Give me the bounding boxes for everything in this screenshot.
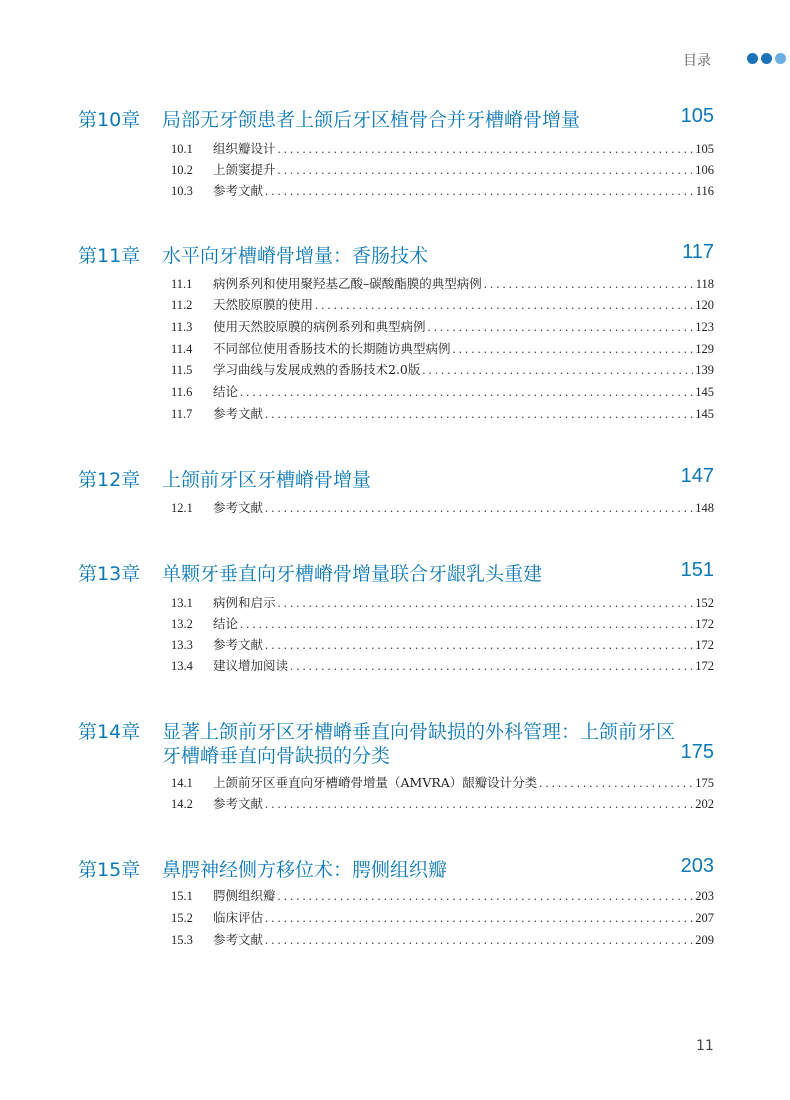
chapter-page: 147 bbox=[680, 465, 714, 487]
section-page: 139 bbox=[695, 363, 714, 377]
section-number: 11.2 bbox=[171, 298, 193, 312]
toc-entry[interactable] bbox=[171, 498, 714, 518]
section-title: 参考文献 bbox=[213, 796, 264, 811]
section-number: 10.2 bbox=[171, 163, 193, 177]
section-number: 13.2 bbox=[171, 617, 193, 631]
toc-entry[interactable] bbox=[171, 360, 714, 380]
dot-leader bbox=[453, 342, 694, 357]
section-page: 172 bbox=[695, 638, 714, 652]
section-number: 13.1 bbox=[171, 596, 193, 610]
toc-entry[interactable] bbox=[171, 614, 714, 634]
section-title: 组织瓣设计 bbox=[213, 141, 276, 156]
dot-leader bbox=[422, 363, 693, 378]
section-number: 10.3 bbox=[171, 184, 193, 198]
dot-leader bbox=[265, 407, 693, 422]
section-page: 123 bbox=[695, 320, 714, 334]
page-number: 11 bbox=[696, 1038, 714, 1054]
chapter-title: 水平向牙槽嵴骨增量：香肠技术 bbox=[162, 245, 429, 267]
section-title: 参考文献 bbox=[213, 406, 264, 421]
section-title: 上颌窦提升 bbox=[213, 162, 276, 177]
chapter-title: 局部无牙颌患者上颌后牙区植骨合并牙槽嵴骨增量 bbox=[162, 109, 581, 131]
toc-entry[interactable] bbox=[171, 160, 714, 180]
section-number: 13.3 bbox=[171, 638, 193, 652]
section-title: 参考文献 bbox=[213, 183, 264, 198]
running-header: 目录 bbox=[683, 53, 711, 69]
section-page: 118 bbox=[695, 277, 714, 291]
toc-entry[interactable] bbox=[171, 593, 714, 613]
section-page: 145 bbox=[695, 385, 714, 399]
toc-entry[interactable] bbox=[171, 295, 714, 315]
dot-icon bbox=[775, 53, 786, 64]
section-number: 11.1 bbox=[171, 277, 193, 291]
section-title: 建议增加阅读 bbox=[213, 658, 289, 673]
chapter-number: 第11章 bbox=[78, 245, 141, 267]
section-page: 145 bbox=[695, 407, 714, 421]
section-number: 15.1 bbox=[171, 889, 193, 903]
toc-entry[interactable] bbox=[171, 773, 714, 793]
section-title: 临床评估 bbox=[213, 910, 264, 925]
section-page: 175 bbox=[695, 776, 714, 790]
dot-leader bbox=[428, 320, 694, 335]
chapter-title: 上颌前牙区牙槽嵴骨增量 bbox=[162, 469, 372, 491]
section-title: 不同部位使用香肠技术的长期随访典型病例 bbox=[213, 341, 451, 356]
section-number: 14.1 bbox=[171, 776, 193, 790]
toc-entry[interactable] bbox=[171, 181, 714, 201]
toc-entry[interactable] bbox=[171, 908, 714, 928]
toc-entry[interactable] bbox=[171, 635, 714, 655]
dot-leader bbox=[484, 277, 694, 292]
toc-entry[interactable] bbox=[171, 317, 714, 337]
dot-leader bbox=[265, 911, 693, 926]
chapter-number: 第14章 bbox=[78, 721, 141, 743]
chapter-heading[interactable] bbox=[78, 559, 714, 587]
chapter-page: 105 bbox=[680, 105, 714, 127]
section-title: 参考文献 bbox=[213, 500, 264, 515]
chapter-number: 第13章 bbox=[78, 563, 141, 585]
section-number: 13.4 bbox=[171, 659, 193, 673]
dot-leader bbox=[539, 776, 693, 791]
section-page: 203 bbox=[695, 889, 714, 903]
dot-leader bbox=[265, 797, 693, 812]
section-title: 结论 bbox=[213, 616, 239, 631]
header-dots-decoration bbox=[747, 53, 786, 64]
toc-entry[interactable] bbox=[171, 339, 714, 359]
section-number: 11.4 bbox=[171, 342, 193, 356]
section-title: 病例和启示 bbox=[213, 595, 276, 610]
section-title: 学习曲线与发展成熟的香肠技术2.0版 bbox=[213, 362, 421, 377]
section-page: 116 bbox=[695, 184, 714, 198]
dot-leader bbox=[278, 142, 694, 157]
toc-entry[interactable] bbox=[171, 404, 714, 424]
section-page: 106 bbox=[695, 163, 714, 177]
dot-leader bbox=[240, 385, 693, 400]
section-number: 14.2 bbox=[171, 797, 193, 811]
section-page: 209 bbox=[695, 933, 714, 947]
section-page: 172 bbox=[695, 617, 714, 631]
section-page: 152 bbox=[695, 596, 714, 610]
dot-icon bbox=[747, 53, 758, 64]
dot-leader bbox=[265, 933, 693, 948]
section-number: 11.5 bbox=[171, 363, 193, 377]
dot-leader bbox=[265, 184, 694, 199]
chapter-heading[interactable] bbox=[78, 855, 714, 883]
dot-leader bbox=[290, 659, 693, 674]
section-title: 天然胶原膜的使用 bbox=[213, 297, 314, 312]
toc-entry[interactable] bbox=[171, 382, 714, 402]
dot-icon bbox=[761, 53, 772, 64]
chapter-page: 151 bbox=[680, 559, 714, 581]
chapter-title: 鼻腭神经侧方移位术：腭侧组织瓣 bbox=[162, 859, 448, 881]
toc-entry[interactable] bbox=[171, 886, 714, 906]
toc-entry[interactable] bbox=[171, 794, 714, 814]
chapter-heading[interactable] bbox=[78, 241, 714, 269]
chapter-heading[interactable] bbox=[78, 105, 714, 133]
dot-leader bbox=[278, 889, 694, 904]
section-number: 11.6 bbox=[171, 385, 193, 399]
toc-entry[interactable] bbox=[171, 139, 714, 159]
dot-leader bbox=[240, 617, 693, 632]
chapter-heading[interactable] bbox=[78, 465, 714, 493]
toc-entry[interactable] bbox=[171, 656, 714, 676]
section-page: 202 bbox=[695, 797, 714, 811]
chapter-title: 显著上颌前牙区牙槽嵴垂直向骨缺损的外科管理：上颌前牙区 bbox=[162, 721, 676, 743]
section-number: 11.3 bbox=[171, 320, 193, 334]
section-number: 15.3 bbox=[171, 933, 193, 947]
section-title: 腭侧组织瓣 bbox=[213, 888, 276, 903]
chapter-page: 203 bbox=[680, 855, 714, 877]
section-number: 11.7 bbox=[171, 407, 193, 421]
chapter-number: 第10章 bbox=[78, 109, 141, 131]
dot-leader bbox=[278, 163, 694, 178]
chapter-page: 117 bbox=[682, 241, 714, 263]
toc-entry[interactable] bbox=[171, 930, 714, 950]
section-page: 207 bbox=[695, 911, 714, 925]
section-page: 105 bbox=[695, 142, 714, 156]
section-title: 病例系列和使用聚羟基乙酸–碳酸酯膜的典型病例 bbox=[213, 276, 482, 291]
toc-entry[interactable] bbox=[171, 274, 714, 294]
chapter-title-line2: 牙槽嵴垂直向骨缺损的分类 bbox=[162, 745, 391, 767]
chapter-page: 175 bbox=[680, 741, 714, 763]
chapter-number: 第15章 bbox=[78, 859, 141, 881]
section-page: 172 bbox=[695, 659, 714, 673]
dot-leader bbox=[265, 501, 693, 516]
chapter-title: 单颗牙垂直向牙槽嵴骨增量联合牙龈乳头重建 bbox=[162, 563, 543, 585]
dot-leader bbox=[265, 638, 693, 653]
section-page: 120 bbox=[695, 298, 714, 312]
section-title: 使用天然胶原膜的病例系列和典型病例 bbox=[213, 319, 426, 334]
chapter-heading[interactable] bbox=[78, 717, 714, 769]
section-page: 148 bbox=[695, 501, 714, 515]
section-number: 12.1 bbox=[171, 501, 193, 515]
section-title: 参考文献 bbox=[213, 637, 264, 652]
section-page: 129 bbox=[695, 342, 714, 356]
section-title: 上颌前牙区垂直向牙槽嵴骨增量（AMVRA）龈瓣设计分类 bbox=[213, 775, 538, 790]
section-number: 10.1 bbox=[171, 142, 193, 156]
section-title: 参考文献 bbox=[213, 932, 264, 947]
section-title: 结论 bbox=[213, 384, 239, 399]
dot-leader bbox=[315, 298, 693, 313]
dot-leader bbox=[278, 596, 694, 611]
section-number: 15.2 bbox=[171, 911, 193, 925]
chapter-number: 第12章 bbox=[78, 469, 141, 491]
